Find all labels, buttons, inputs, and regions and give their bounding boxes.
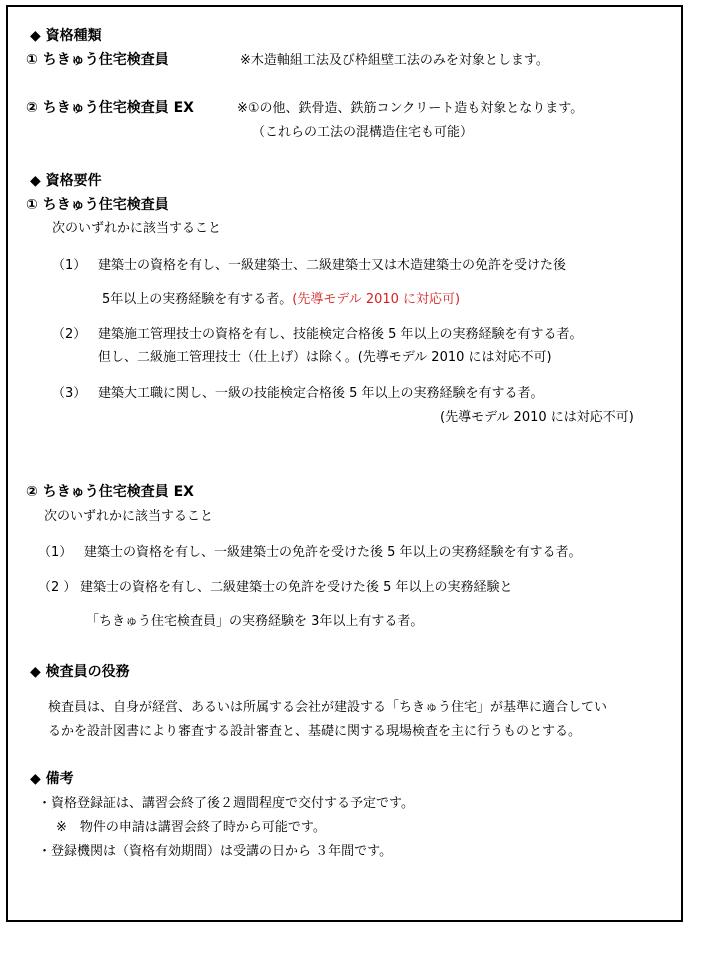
duties-line1: 検査員は、自身が経営、あるいは所属する会社が建設する「ちきゅう住宅」が基準に適合してい	[48, 700, 608, 715]
requirement-b2-line2: 「ちきゅう住宅検査員」の実務経験を 3年以上有する者。	[86, 614, 424, 629]
requirement-a3-line2: (先導モデル 2010 には対応不可)	[440, 410, 634, 425]
requirement-b2-number: （2 ）	[38, 580, 77, 595]
requirement-a2-line2: 但し、二級施工管理技士（仕上げ）は除く。(先導モデル 2010 には対応不可)	[98, 350, 552, 365]
requirement-a2-number: （2）	[52, 327, 87, 342]
requirement-a1-note: (先導モデル 2010 に対応可)	[292, 292, 461, 307]
section-heading-remarks: ◆ 備考	[30, 771, 74, 787]
requirement-a1-line2: 5年以上の実務経験を有する者。(先導モデル 2010 に対応可)	[102, 292, 461, 307]
section-heading-inspector-duties: ◆ 検査員の役務	[30, 664, 130, 680]
qualification-item-2-title: ② ちきゅう住宅検査員 EX	[26, 100, 194, 116]
qualification-item-1-title: ① ちきゅう住宅検査員	[26, 52, 169, 68]
requirement-a2-line1: 建築施工管理技士の資格を有し、技能検定合格後 5 年以上の実務経験を有する者。	[98, 327, 583, 342]
section-heading-requirements: ◆ 資格要件	[30, 173, 102, 189]
qualification-item-2-note: ※①の他、鉄骨造、鉄筋コンクリート造も対象となります。	[237, 101, 584, 116]
qualification-item-1-note: ※木造軸組工法及び枠組壁工法のみを対象とします。	[240, 53, 549, 68]
requirements-a-intro: 次のいずれかに該当すること	[52, 221, 222, 236]
section-heading-qualification-types: ◆ 資格種類	[30, 28, 102, 44]
requirement-b1-number: （1）	[38, 545, 73, 560]
requirements-b-title: ② ちきゅう住宅検査員 EX	[26, 484, 194, 500]
remarks-line1: ・資格登録証は、講習会終了後２週間程度で交付する予定です。	[38, 796, 414, 811]
requirement-a1-number: （1）	[52, 258, 87, 273]
requirements-b-intro: 次のいずれかに該当すること	[44, 509, 214, 524]
duties-line2: るかを設計図書により審査する設計審査と、基礎に関する現場検査を主に行うものとする。	[48, 724, 582, 739]
document-frame	[6, 5, 683, 922]
remarks-line3: ・登録機関は（資格有効期間）は受講の日から ３年間です。	[38, 844, 393, 859]
requirement-b2-line1: 建築士の資格を有し、二級建築士の免許を受けた後 5 年以上の実務経験と	[80, 580, 513, 595]
requirement-b1-line1: 建築士の資格を有し、一級建築士の免許を受けた後 5 年以上の実務経験を有する者。	[84, 545, 582, 560]
requirement-a3-line1: 建築大工職に関し、一級の技能検定合格後 5 年以上の実務経験を有する者。	[98, 386, 544, 401]
requirement-a3-number: （3）	[52, 386, 87, 401]
qualification-item-2-note-sub: （これらの工法の混構造住宅も可能）	[252, 125, 474, 140]
requirement-a1-line1: 建築士の資格を有し、一級建築士、二級建築士又は木造建築士の免許を受けた後	[98, 258, 567, 273]
requirements-a-title: ① ちきゅう住宅検査員	[26, 197, 169, 213]
remarks-line2: ※ 物件の申請は講習会終了時から可能です。	[56, 820, 326, 835]
